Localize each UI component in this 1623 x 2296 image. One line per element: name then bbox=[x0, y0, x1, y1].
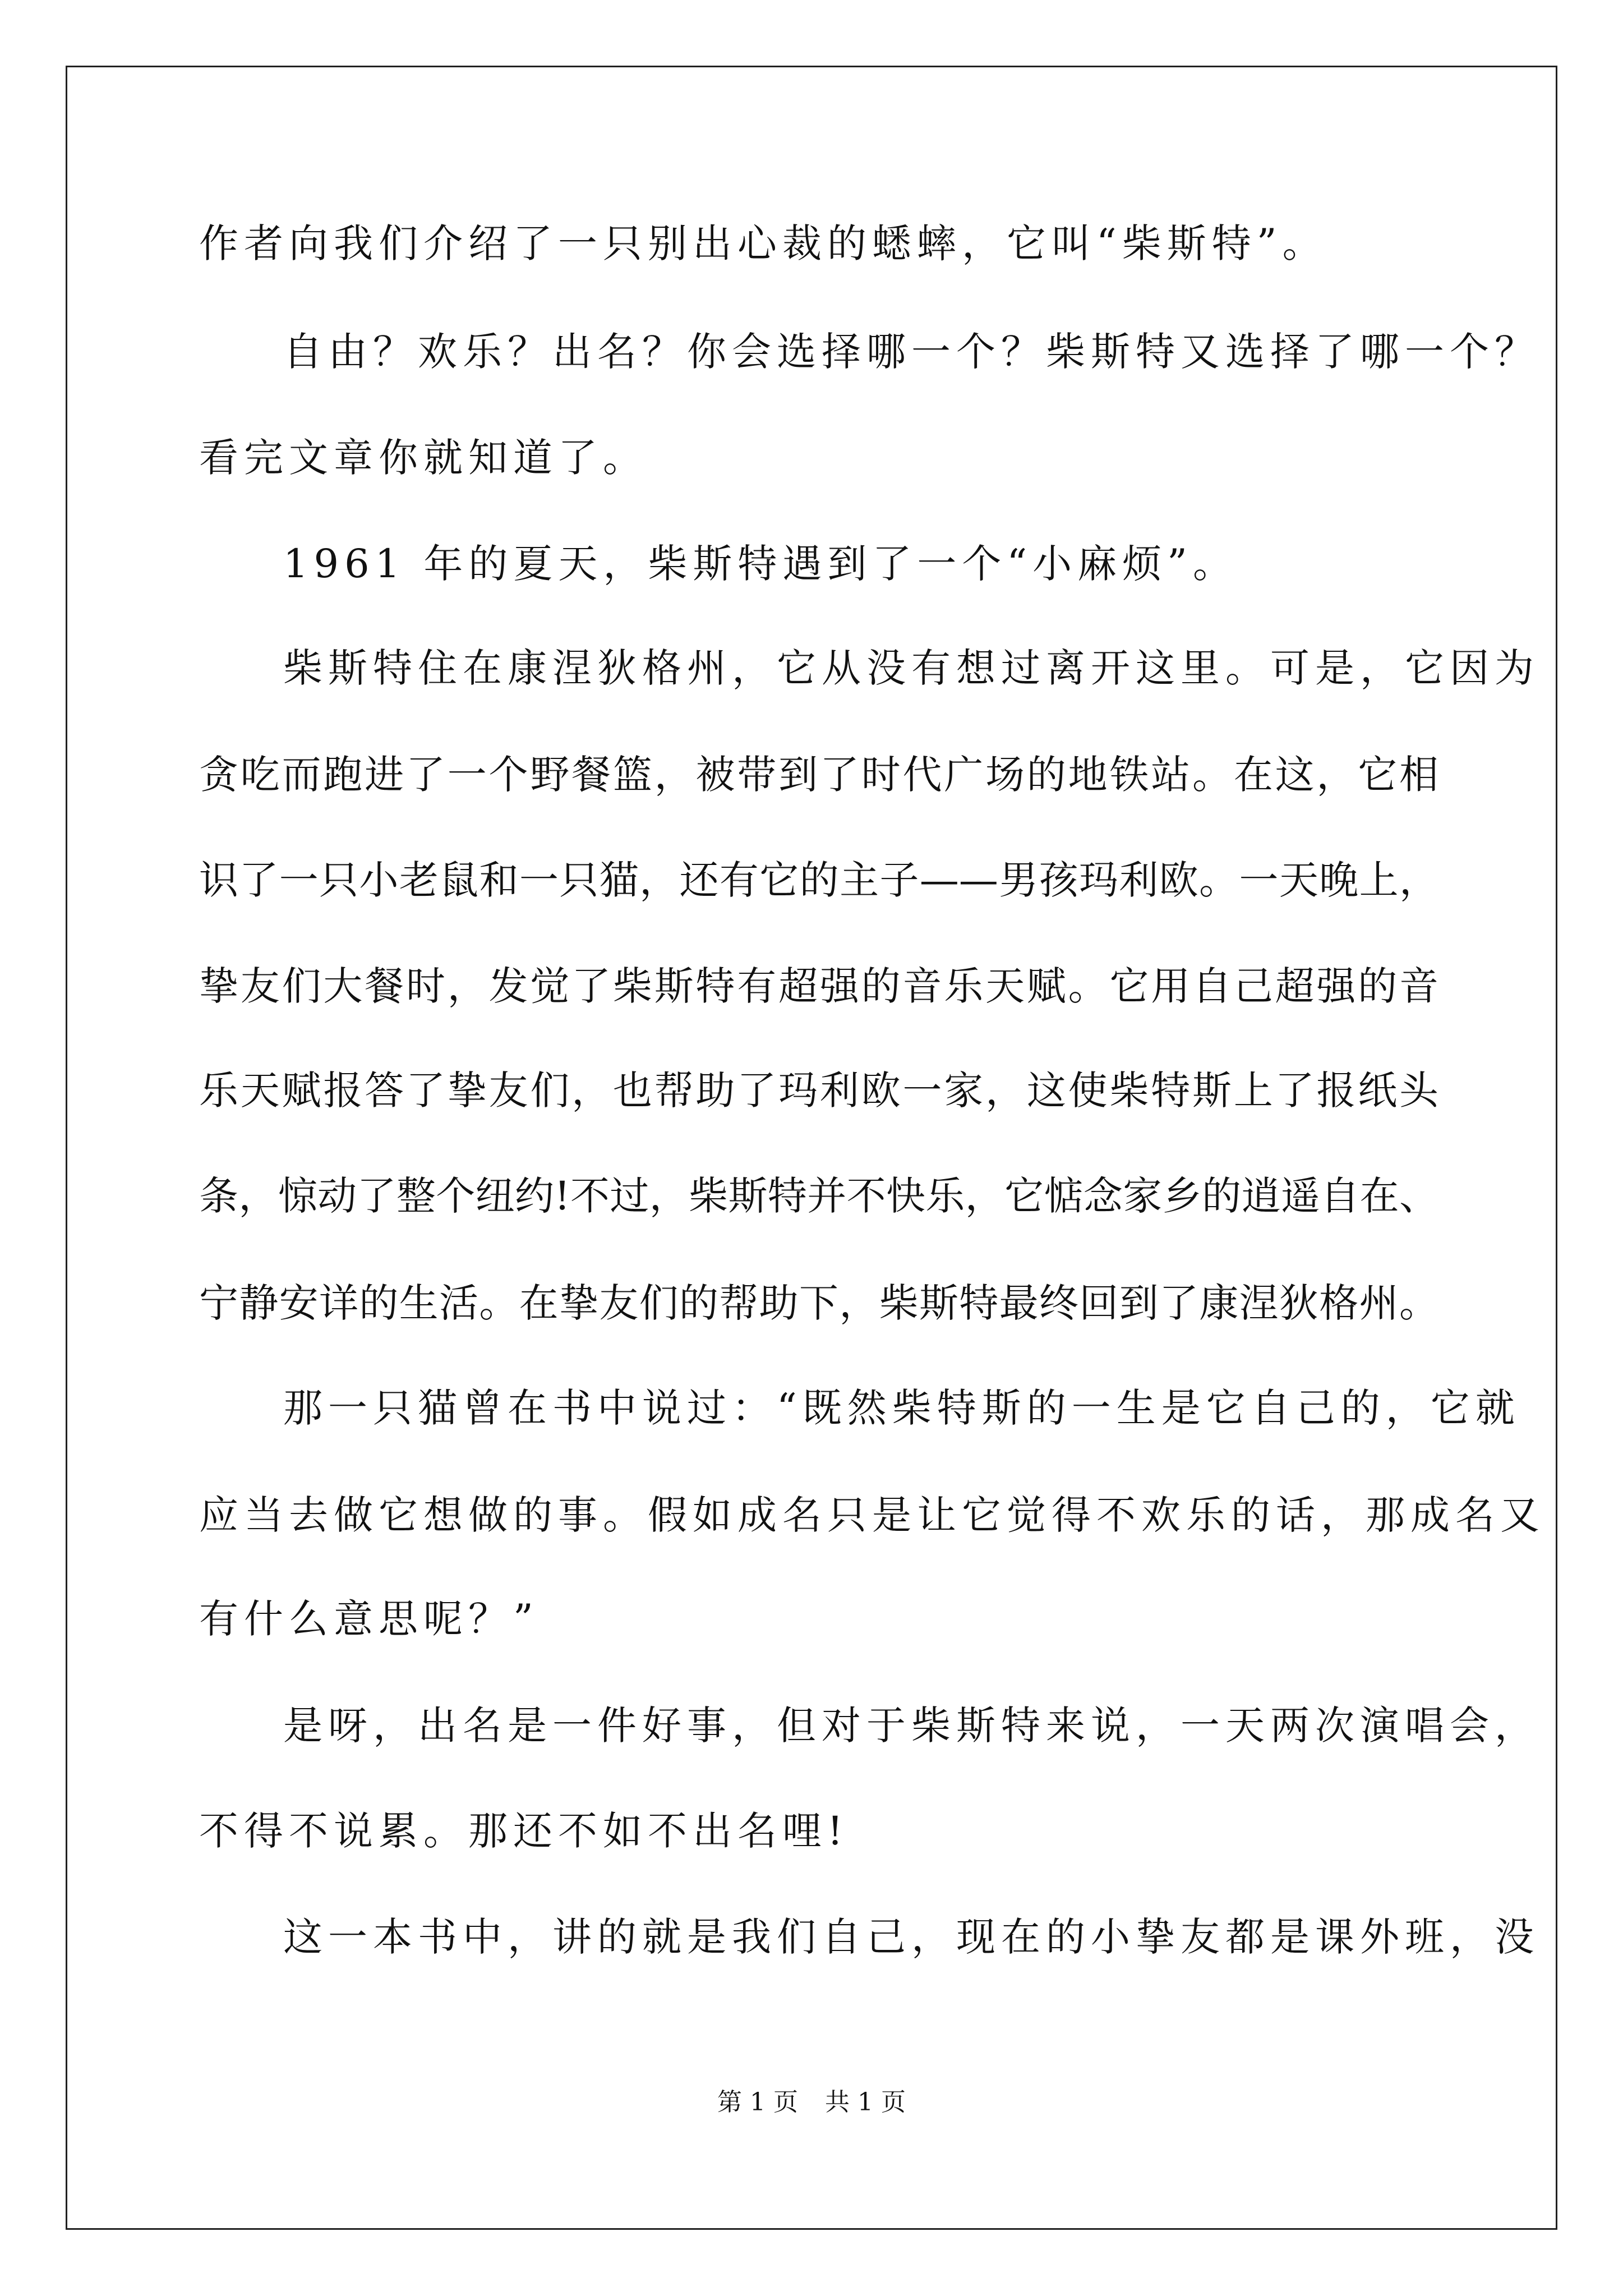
text-line: 作者向我们介绍了一只别出心裁的蟋蟀，它叫“柴斯特”。 bbox=[199, 220, 1327, 266]
text-line: 不得不说累。那还不如不出名哩! bbox=[199, 1808, 849, 1854]
page-border bbox=[66, 66, 1557, 2230]
text-line: 贪吃而跑进了一个野餐篮，被带到了时代广场的地铁站。在这，它相 bbox=[199, 752, 1438, 798]
page-total: 共 1 页 bbox=[825, 2088, 906, 2116]
text-line: 挚友们大餐时，发觉了柴斯特有超强的音乐天赋。它用自己超强的音 bbox=[199, 963, 1438, 1009]
page-number: 第 1 页 bbox=[717, 2088, 798, 2116]
text-line: 柴斯特住在康涅狄格州，它从没有想过离开这里。可是，它因为 bbox=[283, 645, 1539, 691]
text-line: 1961 年的夏天，柴斯特遇到了一个“小麻烦”。 bbox=[283, 541, 1238, 587]
text-line: 乐天赋报答了挚友们，也帮助了玛利欧一家，这使柴特斯上了报纸头 bbox=[199, 1068, 1438, 1114]
text-line: 是呀，出名是一件好事，但对于柴斯特来说，一天两次演唱会， bbox=[283, 1703, 1539, 1749]
text-line: 有什么意思呢？” bbox=[199, 1596, 539, 1642]
text-line: 条，惊动了整个纽约!不过，柴斯特并不快乐，它惦念家乡的逍遥自在、 bbox=[199, 1173, 1438, 1219]
text-line: 这一本书中，讲的就是我们自己，现在的小挚友都是课外班，没 bbox=[283, 1914, 1539, 1960]
text-line: 自由？欢乐？出名？你会选择哪一个？柴斯特又选择了哪一个？ bbox=[283, 329, 1539, 375]
text-line: 那一只猫曾在书中说过：“既然柴特斯的一生是它自己的，它就 bbox=[283, 1385, 1520, 1431]
page-footer bbox=[0, 2086, 1623, 2119]
text-line: 识了一只小老鼠和一只猫，还有它的主子——男孩玛利欧。一天晚上， bbox=[199, 857, 1438, 903]
text-line: 宁静安详的生活。在挚友们的帮助下，柴斯特最终回到了康涅狄格州。 bbox=[199, 1280, 1438, 1326]
text-line: 看完文章你就知道了。 bbox=[199, 435, 648, 481]
text-line: 应当去做它想做的事。假如成名只是让它觉得不欢乐的话，那成名又 bbox=[199, 1492, 1545, 1538]
